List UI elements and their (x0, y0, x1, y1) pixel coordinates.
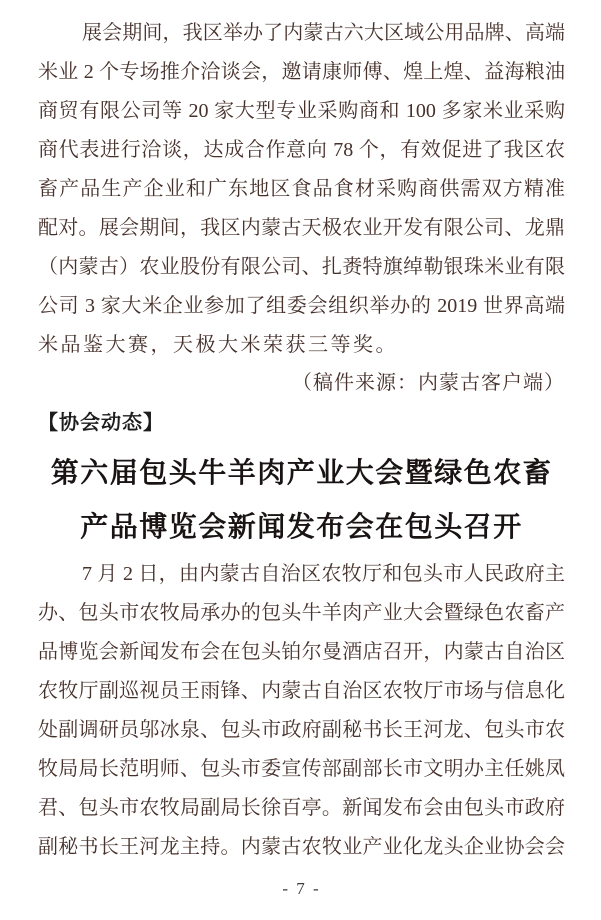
source-attribution: （稿件来源：内蒙古客户端） (292, 372, 565, 394)
text-line: 7 月 2 日，由内蒙古自治区农牧厅和包头市人民政府主 (82, 563, 565, 585)
text-line: 办、包头市农牧局承办的包头牛羊肉产业大会暨绿色农畜产 (38, 602, 565, 624)
text-line: 展会期间，我区举办了内蒙古六大区域公用品牌、高端 (82, 22, 565, 44)
text-line: 品博览会新闻发布会在包头铂尔曼酒店召开，内蒙古自治区 (38, 641, 565, 663)
text-line: 君、包头市农牧局副局长徐百亭。新闻发布会由包头市政府 (38, 797, 565, 819)
text-line: 农牧厅副巡视员王雨锋、内蒙古自治区农牧厅市场与信息化 (38, 680, 565, 702)
article2-title (38, 447, 565, 555)
article1-paragraph (38, 14, 565, 365)
text-line: 商代表进行洽谈，达成合作意向 78 个，有效促进了我区农 (38, 139, 565, 161)
text-line: 副秘书长王河龙主持。内蒙古农牧业产业化龙头企业协会会 (38, 836, 565, 858)
text-line: 处副调研员邬冰泉、包头市政府副秘书长王河龙、包头市农 (38, 719, 565, 741)
text-line: 公司 3 家大米企业参加了组委会组织举办的 2019 世界高端 (38, 295, 565, 317)
text-line: 配对。展会期间，我区内蒙古天极农业开发有限公司、龙鼎 (38, 217, 565, 239)
text-line: 米品鉴大赛，天极大米荣获三等奖。 (38, 334, 398, 356)
text-line: 畜产品生产企业和广东地区食品食材采购商供需双方精准 (38, 178, 565, 200)
article2-title-line-2: 产品博览会新闻发布会在包头召开 (80, 512, 523, 543)
text-line: 米业 2 个专场推介洽谈会，邀请康师傅、煌上煌、益海粮油 (38, 61, 565, 83)
page-number: - 7 - (282, 879, 321, 898)
article2-title-line-1: 第六届包头牛羊肉产业大会暨绿色农畜 (50, 458, 553, 489)
text-line: 商贸有限公司等 20 家大型专业采购商和 100 多家米业采购 (38, 100, 565, 122)
text-line: （内蒙古）农业股份有限公司、扎赉特旗绰勒银珠米业有限 (38, 256, 565, 278)
section-label: 【协会动态】 (38, 412, 164, 434)
article2-paragraph (38, 555, 565, 867)
text-line: 牧局局长范明师、包头市委宣传部副部长市文明办主任姚凤 (38, 758, 565, 780)
